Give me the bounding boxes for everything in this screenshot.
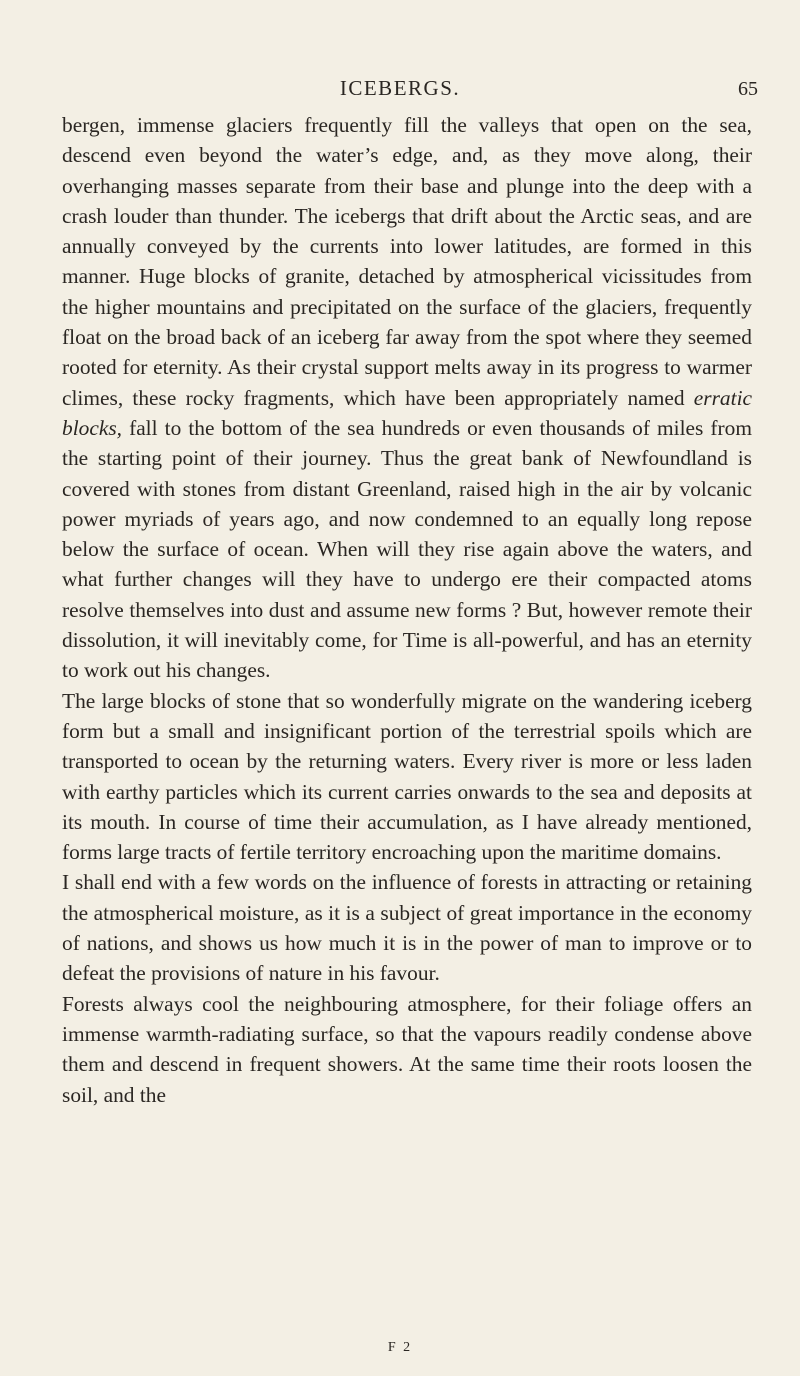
body-text bbox=[62, 110, 752, 1110]
paragraph-1-text-end: fall to the bottom of the sea hundreds or even thousands of miles from the starting point of their journey. Thus the great bank of Newfoundland is covered with stones from distant Greenland, raised high in the air by volcanic power myriads of years ago, and now condemned to an equally long repose below the surface of ocean. When will they rise again above the waters, and what further changes will they have to undergo ere their compacted atoms resolve themselves into dust and assume new forms ? But, however remote their dissolution, it will inevitably come, for Time is all-powerful, and has an eternity to work out his changes. bbox=[62, 415, 752, 683]
paragraph-2: The large blocks of stone that so wonderfully migrate on the wandering iceberg form but a small and insignificant portion of the terrestrial spoils which are transported to ocean by the returning waters. Every river is more or less laden with earthy particles which its current carries onwards to the sea and deposits at its mouth. In course of time their accumulation, as I have already mentioned, forms large tracts of fertile territory encroaching upon the maritime domains. bbox=[62, 688, 752, 865]
paragraph-1 bbox=[62, 110, 752, 686]
paragraph-1-text-start: bergen, immense glaciers frequently fill the valleys that open on the sea, descend even beyond the water’s edge, and, as they move along, their overhanging masses separate from their base and plunge into the deep with a crash louder than thunder. The icebergs that drift about the Arctic seas, and are annually conveyed by the currents into lower latitudes, are formed in this manner. Huge blocks of granite, detached by atmospherical vicissitudes from the higher mountains and precipitated on the surface of the glaciers, frequently float on the broad back of an iceberg far away from the spot where they seemed rooted for eternity. As their crystal support melts away in its progress to warmer climes, these rocky fragments, which have been appropriately named bbox=[62, 113, 752, 410]
signature-mark: F 2 bbox=[387, 1340, 413, 1355]
italic-term: erratic blocks, bbox=[62, 385, 752, 440]
paragraph-4: Forests always cool the neighbouring atmosphere, for their foliage offers an immense warmth-radiating surface, so that the vapours readily condense above them and descend in frequent showers. At the same time their roots loosen the soil, and the bbox=[62, 991, 752, 1107]
page-number: 65 bbox=[738, 78, 758, 100]
running-head bbox=[0, 76, 800, 104]
running-title: ICEBERGS. bbox=[339, 76, 461, 100]
paragraph-3: I shall end with a few words on the influence of forests in attracting or retaining the atmospherical moisture, as it is a subject of great importance in the economy of nations, and shows us how much it is in the power of man to improve or to defeat the provisions of nature in his favour. bbox=[62, 870, 752, 986]
